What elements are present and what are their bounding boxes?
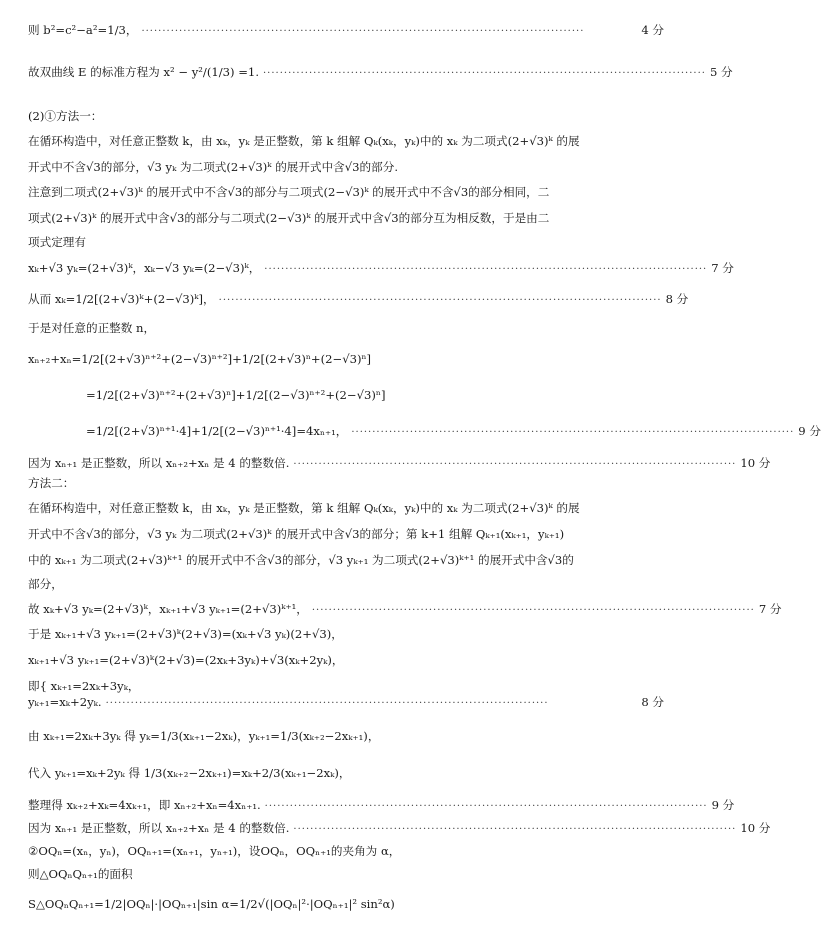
line-text: yₖ₊₁=xₖ+2yₖ.: [28, 695, 102, 709]
line-text: =1/2[(2+√3)ⁿ⁺¹·4]+1/2[(2−√3)ⁿ⁺¹·4]=4xₙ₊₁，: [86, 424, 348, 438]
dot-leader: ··········································································································: [264, 264, 708, 275]
line-text: 整理得 xₖ₊₂+xₖ=4xₖ₊₁，即 xₙ₊₂+xₙ=4xₙ₊₁.: [28, 798, 261, 812]
solution-line: 于是对任意的正整数 n，: [28, 321, 156, 335]
solution-line: [86, 423, 821, 441]
solution-line: 则△OQₙQₙ₊₁的面积: [28, 867, 133, 881]
score-label: 5 分: [709, 65, 733, 79]
solution-line: 即{ xₖ₊₁=2xₖ+3yₖ，: [28, 679, 140, 693]
dot-leader: ··········································································································: [263, 68, 706, 79]
dot-leader: ··········································································································: [141, 26, 585, 37]
solution-line: =1/2[(2+√3)ⁿ⁺²+(2+√3)ⁿ]+1/2[(2−√3)ⁿ⁺²+(2−√3)ⁿ]: [86, 388, 386, 402]
solution-line: xₖ₊₁+√3 yₖ₊₁=(2+√3)ᵏ(2+√3)=(2xₖ+3yₖ)+√3(xₖ+2yₖ)，: [28, 653, 344, 667]
line-text: 因为 xₙ₊₁ 是正整数，所以 xₙ₊₂+xₙ 是 4 的整数倍.: [28, 821, 290, 835]
dot-leader: ··········································································································: [293, 824, 737, 835]
solution-line: 代入 yₖ₊₁=xₖ+2yₖ 得 1/3(xₖ₊₂−2xₖ₊₁)=xₖ+2/3(xₖ₊₁−2xₖ)，: [28, 766, 351, 780]
solution-line: 中的 xₖ₊₁ 为二项式(2+√3)ᵏ⁺¹ 的展开式中不含√3的部分，√3 yₖ₊₁ 为二项式(2+√3)ᵏ⁺¹ 的展开式中含√3的: [28, 553, 574, 567]
line-text: 故双曲线 E 的标准方程为 x² − y²/(1/3) =1.: [28, 65, 259, 79]
score-label: 9 分: [798, 424, 821, 438]
solution-line: 项式(2+√3)ᵏ 的展开式中含√3的部分与二项式(2−√3)ᵏ 的展开式中含√3的部分互为相反数，于是由二: [28, 211, 550, 225]
line-text: 则 b²=c²−a²=1/3，: [28, 23, 138, 37]
solution-line: [28, 797, 735, 815]
dot-leader: ··········································································································: [105, 698, 549, 709]
score-label: 7 分: [758, 602, 782, 616]
solution-line: 开式中不含√3的部分，√3 yₖ 为二项式(2+√3)ᵏ 的展开式中含√3的部分；第 k+1 组解 Qₖ₊₁(xₖ₊₁，yₖ₊₁): [28, 527, 565, 541]
score-label: 4 分: [641, 23, 664, 37]
dot-leader: ··········································································································: [293, 459, 737, 470]
solution-line: S△OQₙQₙ₊₁=1/2|OQₙ|·|OQₙ₊₁|sin α=1/2√(|OQₙ|²·|OQₙ₊₁|² sin²α): [28, 897, 395, 911]
solution-line: [28, 260, 734, 278]
score-label: 10 分: [740, 456, 771, 470]
solution-line: 在循环构造中，对任意正整数 k，由 xₖ，yₖ 是正整数，第 k 组解 Qₖ(xₖ，yₖ)中的 xₖ 为二项式(2+√3)ᵏ 的展: [28, 501, 580, 515]
solution-line: [28, 455, 771, 473]
dot-leader: ··········································································································: [264, 801, 708, 812]
solution-line: (2)①方法一：: [28, 109, 103, 123]
solution-line: [28, 22, 664, 40]
dot-leader: ··········································································································: [351, 427, 795, 438]
solution-line: xₙ₊₂+xₙ=1/2[(2+√3)ⁿ⁺²+(2−√3)ⁿ⁺²]+1/2[(2+√3)ⁿ+(2−√3)ⁿ]: [28, 352, 372, 366]
solution-line: [28, 820, 771, 838]
solution-line: [28, 64, 733, 82]
line-text: 因为 xₙ₊₁ 是正整数，所以 xₙ₊₂+xₙ 是 4 的整数倍.: [28, 456, 290, 470]
score-label: 8 分: [665, 292, 689, 306]
score-label: 8 分: [641, 695, 664, 709]
solution-line: [28, 291, 689, 309]
line-text: 从而 xₖ=1/2[(2+√3)ᵏ+(2−√3)ᵏ]，: [28, 292, 215, 306]
solution-line: 方法二：: [28, 476, 75, 490]
solution-line: 在循环构造中，对任意正整数 k，由 xₖ，yₖ 是正整数，第 k 组解 Qₖ(xₖ，yₖ)中的 xₖ 为二项式(2+√3)ᵏ 的展: [28, 134, 580, 148]
solution-line: 开式中不含√3的部分，√3 yₖ 为二项式(2+√3)ᵏ 的展开式中含√3的部分.: [28, 160, 399, 174]
solution-line: ②OQₙ=(xₙ，yₙ)，OQₙ₊₁=(xₙ₊₁，yₙ₊₁)，设OQₙ，OQₙ₊₁的夹角为 α，: [28, 844, 401, 858]
score-label: 9 分: [711, 798, 735, 812]
solution-line: [28, 601, 782, 619]
solution-line: [28, 694, 664, 712]
dot-leader: ··········································································································: [311, 605, 755, 616]
line-text: 故 xₖ+√3 yₖ=(2+√3)ᵏ，xₖ₊₁+√3 yₖ₊₁=(2+√3)ᵏ⁺¹，: [28, 602, 308, 616]
solution-line: 部分，: [28, 577, 63, 591]
solution-line: 于是 xₖ₊₁+√3 yₖ₊₁=(2+√3)ᵏ(2+√3)=(xₖ+√3 yₖ)(2+√3)，: [28, 627, 343, 641]
score-label: 10 分: [740, 821, 771, 835]
solution-line: 注意到二项式(2+√3)ᵏ 的展开式中不含√3的部分与二项式(2−√3)ᵏ 的展开式中不含√3的部分相同，二: [28, 185, 550, 199]
score-label: 7 分: [711, 261, 734, 275]
dot-leader: ··········································································································: [218, 295, 662, 306]
line-text: xₖ+√3 yₖ=(2+√3)ᵏ，xₖ−√3 yₖ=(2−√3)ᵏ，: [28, 261, 261, 275]
solution-line: 项式定理有: [28, 235, 86, 249]
solution-line: 由 xₖ₊₁=2xₖ+3yₖ 得 yₖ=1/3(xₖ₊₁−2xₖ)，yₖ₊₁=1/3(xₖ₊₂−2xₖ₊₁)，: [28, 729, 380, 743]
